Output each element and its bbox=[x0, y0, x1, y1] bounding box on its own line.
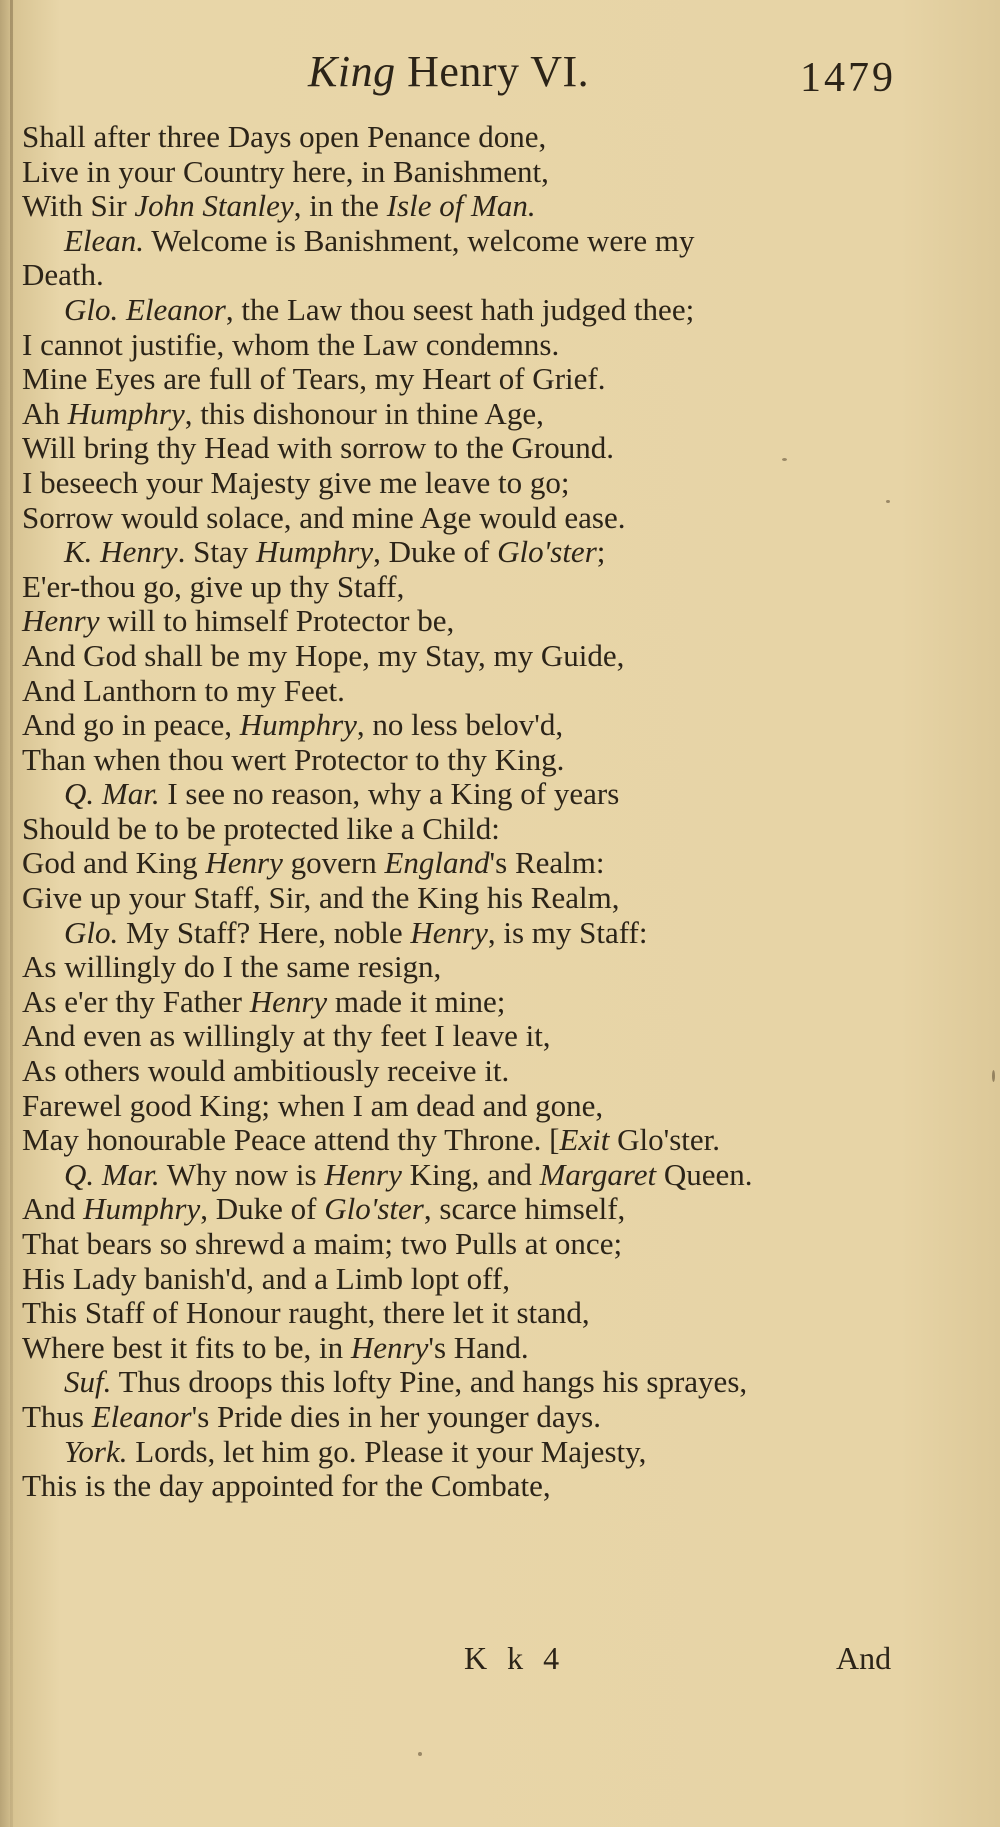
text-run: Thus bbox=[22, 1398, 92, 1434]
paper-speck bbox=[886, 500, 890, 503]
text-run: Ah bbox=[22, 395, 68, 431]
italic-run: Henry bbox=[410, 914, 488, 950]
italic-run: Eleanor bbox=[91, 1398, 192, 1434]
text-line bbox=[22, 189, 922, 224]
text-run: , the Law thou seest hath judged thee; bbox=[225, 291, 695, 327]
text-run: ; bbox=[596, 534, 606, 570]
text-run: Death. bbox=[22, 257, 104, 293]
text-run: With Sir bbox=[22, 188, 135, 224]
footer bbox=[0, 1640, 1000, 1680]
text-run: And go in peace, bbox=[22, 707, 240, 743]
italic-run: Humphry bbox=[256, 534, 374, 570]
text-run: , Duke of bbox=[373, 534, 498, 570]
text-run: I beseech your Majesty give me leave to go; bbox=[22, 464, 570, 500]
italic-run: Glo'ster bbox=[324, 1191, 424, 1227]
paper-speck bbox=[418, 1752, 422, 1756]
text-run: And bbox=[22, 1191, 84, 1227]
text-run: . Stay bbox=[177, 534, 257, 570]
text-run: Than when thou wert Protector to thy King. bbox=[22, 741, 565, 777]
text-run: Should be to be protected like a Child: bbox=[22, 810, 500, 846]
text-line bbox=[22, 1296, 922, 1331]
italic-run: Henry bbox=[22, 603, 100, 639]
text-line bbox=[22, 293, 922, 328]
signature-mark: K k 4 bbox=[464, 1640, 566, 1676]
italic-run: Henry bbox=[350, 1329, 429, 1365]
text-line bbox=[22, 708, 922, 743]
text-run: As willingly do I the same resign, bbox=[22, 949, 442, 985]
italic-run: Suf. bbox=[64, 1364, 112, 1400]
text-line bbox=[22, 1469, 922, 1504]
text-line bbox=[22, 328, 922, 363]
text-run: This is the day appointed for the Combate, bbox=[22, 1468, 551, 1504]
italic-run: Q. Mar. bbox=[64, 776, 160, 812]
text-line bbox=[22, 1365, 922, 1400]
italic-run: Elean. bbox=[64, 222, 145, 258]
italic-run: England bbox=[384, 845, 490, 881]
text-line bbox=[22, 1158, 922, 1193]
text-run: And Lanthorn to my Feet. bbox=[22, 672, 345, 708]
text-run: Why now is bbox=[159, 1156, 325, 1192]
text-line bbox=[22, 916, 922, 951]
italic-run: Humphry bbox=[67, 395, 185, 431]
text-line bbox=[22, 120, 922, 155]
text-line bbox=[22, 1262, 922, 1297]
text-line bbox=[22, 362, 922, 397]
text-run: govern bbox=[282, 845, 385, 881]
text-run: Give up your Staff, Sir, and the King his Realm, bbox=[22, 880, 620, 916]
text-run: My Staff? Here, noble bbox=[118, 914, 411, 950]
text-run: King, and bbox=[401, 1156, 540, 1192]
text-run: Live in your Country here, in Banishment, bbox=[22, 153, 549, 189]
title-rest: Henry VI. bbox=[407, 47, 590, 96]
text-line bbox=[22, 812, 922, 847]
text-run: Shall after three Days open Penance done, bbox=[22, 119, 547, 154]
text-run: 's Realm: bbox=[489, 845, 605, 881]
text-run: Where best it fits to be, in bbox=[22, 1329, 351, 1365]
text-run: Sorrow would solace, and mine Age would ease. bbox=[22, 499, 626, 535]
italic-run: Henry bbox=[205, 845, 283, 881]
text-run: That bears so shrewd a maim; two Pulls at once; bbox=[22, 1226, 623, 1261]
text-line bbox=[22, 1054, 922, 1089]
text-run: Thus droops this lofty Pine, and hangs his sprayes, bbox=[111, 1364, 748, 1400]
text-line bbox=[22, 1331, 922, 1366]
text-run: I cannot justifie, whom the Law condemns. bbox=[22, 326, 560, 362]
running-head bbox=[0, 46, 1000, 106]
text-run: E'er-thou go, give up thy Staff, bbox=[22, 568, 405, 604]
text-run: Farewel good King; when I am dead and gone, bbox=[22, 1087, 604, 1123]
text-run: , is my Staff: bbox=[487, 914, 648, 950]
text-run: , this dishonour in thine Age, bbox=[184, 395, 544, 431]
text-run: , no less belov'd, bbox=[356, 707, 564, 743]
text-run: Glo'ster. bbox=[609, 1122, 721, 1158]
gutter-shadow bbox=[10, 0, 13, 1827]
paper-speck bbox=[992, 1070, 995, 1082]
text-run: God and King bbox=[22, 845, 206, 881]
text-line bbox=[22, 155, 922, 190]
italic-run: Henry bbox=[249, 983, 328, 1019]
text-run: Will bring thy Head with sorrow to the Ground. bbox=[22, 430, 614, 466]
text-line bbox=[22, 674, 922, 709]
text-line bbox=[22, 1227, 922, 1262]
text-line bbox=[22, 1400, 922, 1435]
italic-run: Humphry bbox=[83, 1191, 201, 1227]
text-run: , in the bbox=[293, 188, 387, 224]
text-run: , scarce himself, bbox=[423, 1191, 626, 1227]
text-line bbox=[22, 604, 922, 639]
page-number: 1479 bbox=[800, 55, 896, 101]
text-run: 's Hand. bbox=[428, 1329, 529, 1365]
text-run: Welcome is Banishment, welcome were my bbox=[144, 222, 695, 258]
text-line bbox=[22, 881, 922, 916]
text-run: Queen. bbox=[656, 1156, 753, 1192]
text-line bbox=[22, 466, 922, 501]
text-line bbox=[22, 777, 922, 812]
italic-run: York. bbox=[64, 1433, 128, 1469]
text-line bbox=[22, 1123, 922, 1158]
text-run: As e'er thy Father bbox=[22, 983, 250, 1019]
text-run: May honourable Peace attend thy Throne. [ bbox=[22, 1122, 560, 1158]
page-title bbox=[308, 46, 589, 97]
italic-run: Margaret bbox=[539, 1156, 657, 1192]
text-run: , Duke of bbox=[200, 1191, 325, 1227]
text-line bbox=[22, 1019, 922, 1054]
catchword: And bbox=[836, 1640, 892, 1676]
text-run: will to himself Protector be, bbox=[99, 603, 455, 639]
text-line bbox=[22, 743, 922, 778]
text-line bbox=[22, 950, 922, 985]
text-line bbox=[22, 397, 922, 432]
text-run: His Lady banish'd, and a Limb lopt off, bbox=[22, 1260, 511, 1296]
text-line bbox=[22, 1089, 922, 1124]
paper-speck bbox=[782, 458, 787, 461]
text-line bbox=[22, 985, 922, 1020]
text-line bbox=[22, 639, 922, 674]
italic-run: Glo. Eleanor bbox=[64, 291, 226, 327]
italic-run: Humphry bbox=[239, 707, 357, 743]
italic-run: Isle of Man. bbox=[386, 188, 536, 224]
text-line bbox=[22, 1192, 922, 1227]
italic-run: Glo'ster bbox=[497, 534, 597, 570]
text-line bbox=[22, 1435, 922, 1470]
text-run: And even as willingly at thy feet I leave it, bbox=[22, 1018, 551, 1054]
text-line bbox=[22, 846, 922, 881]
text-line bbox=[22, 431, 922, 466]
text-line bbox=[22, 570, 922, 605]
text-line bbox=[22, 258, 922, 293]
text-run: I see no reason, why a King of years bbox=[159, 776, 620, 812]
text-line bbox=[22, 501, 922, 536]
text-run: made it mine; bbox=[327, 983, 506, 1019]
italic-run: Q. Mar. bbox=[64, 1156, 160, 1192]
text-run: Lords, let him go. Please it your Majesty, bbox=[127, 1433, 647, 1469]
italic-run: John Stanley bbox=[134, 188, 294, 224]
italic-run: Henry bbox=[324, 1156, 402, 1192]
text-run: And God shall be my Hope, my Stay, my Guide, bbox=[22, 637, 625, 673]
italic-run: Glo. bbox=[64, 914, 119, 950]
italic-run: K. Henry bbox=[64, 534, 178, 570]
italic-run: Exit bbox=[559, 1122, 610, 1158]
title-king: King bbox=[308, 47, 396, 96]
text-run: Mine Eyes are full of Tears, my Heart of Grief. bbox=[22, 361, 606, 397]
text-run: As others would ambitiously receive it. bbox=[22, 1053, 510, 1089]
text-line bbox=[22, 535, 922, 570]
text-run: 's Pride dies in her younger days. bbox=[191, 1398, 601, 1434]
text-line bbox=[22, 224, 922, 259]
play-text bbox=[22, 120, 922, 1504]
text-run: This Staff of Honour raught, there let it stand, bbox=[22, 1295, 590, 1331]
